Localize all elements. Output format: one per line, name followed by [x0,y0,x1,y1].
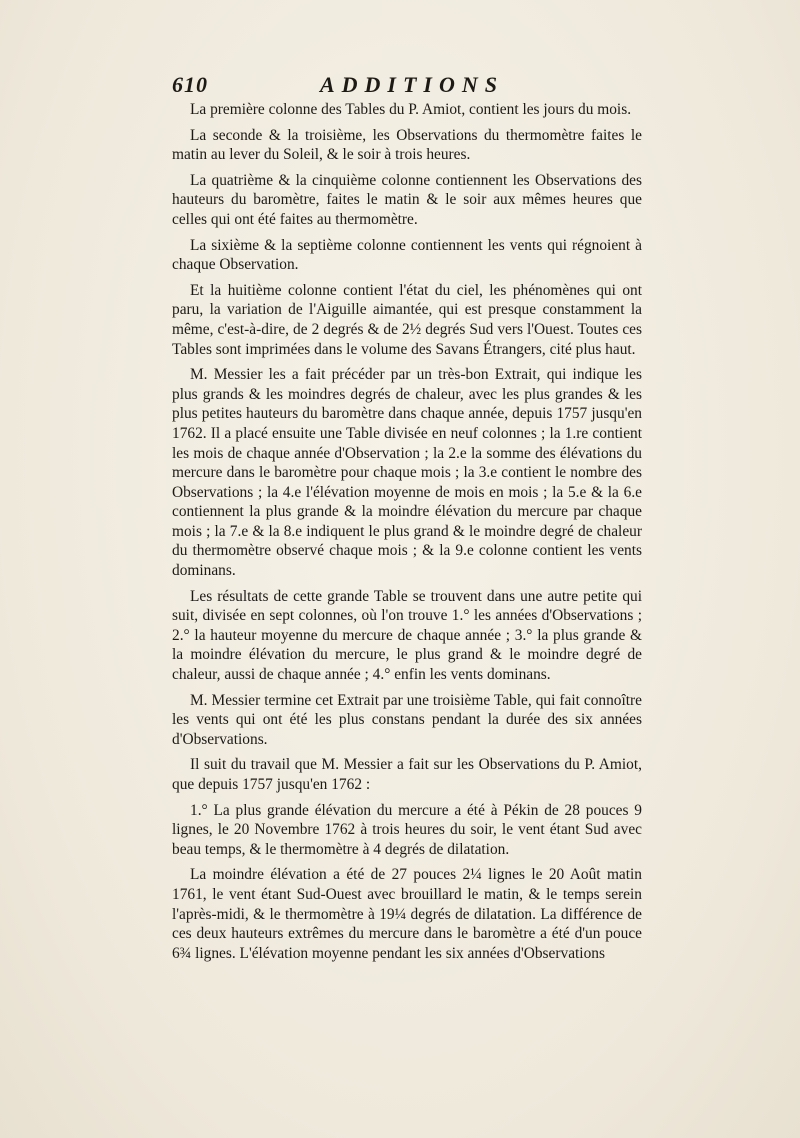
body-text [172,100,642,969]
paragraph-3: La quatrième & la cinquième colonne contiennent les Observations des hauteurs du baromètre, faites le matin & le soir aux mêmes heures que celles qui ont été faites au thermomètre. [172,171,642,228]
paragraph-5: Et la huitième colonne contient l'état du ciel, les phénomènes qui ont paru, la variation de l'Aiguille aimantée, qui est presque constamment la même, c'est-à-dire, de 2 degrés & de 2½ degrés Sud vers l'Ouest. Toutes ces Tables sont imprimées dans le volume des Savans Étrangers, cité plus haut. [172,281,642,358]
paragraph-1: La première colonne des Tables du P. Amiot, contient les jours du mois. [190,101,632,118]
paragraph-7: Les résultats de cette grande Table se trouvent dans une autre petite qui suit, divisée en sept colonnes, où l'on trouve 1.° les années d'Observations ; 2.° la hauteur moyenne du mercure de chaque année ; 3.° la plus grande & la moindre élévation du mercure, le plus grand & le moindre degré de chaleur, aussi de chaque année ; 4.° enfin les vents dominans. [172,587,642,684]
paragraph-4: La sixième & la septième colonne contiennent les vents qui régnoient à chaque Observation. [172,236,642,274]
paragraph-6: M. Messier les a fait précéder par un très-bon Extrait, qui indique les plus grands & les moindres degrés de chaleur, avec les plus grandes & les plus petites hauteurs du baromètre dans chaque année, depuis 1757 jusqu'en 1762. Il a placé ensuite une Table divisée en neuf colonnes ; la 1.re contient les mois de chaque année d'Observation ; la 2.e la somme des élévations du mercure dans le baromètre pour chaque mois ; la 3.e contient le nombre des Observations ; la 4.e l'élévation moyenne de mois en mois ; la 5.e & la 6.e contiennent la plus grande & la moindre élévation du mercure par chaque mois ; la 7.e & la 8.e indiquent le plus grand & le moindre degré de chaleur du thermomètre observé chaque mois ; & la 9.e colonne contient les vents dominans. [172,366,642,580]
paragraph-2: La seconde & la troisième, les Observations du thermomètre faites le matin au lever du Soleil, & le soir à trois heures. [172,126,642,164]
paragraph-9: Il suit du travail que M. Messier a fait sur les Observations du P. Amiot, que depuis 1757 jusqu'en 1762 : [172,756,642,793]
paragraph-8: M. Messier termine cet Extrait par une troisième Table, qui fait connoître les vents qui ont été les plus constans pendant la durée des six années d'Observations. [172,691,642,748]
paragraph-11: La moindre élévation a été de 27 pouces 2¼ lignes le 20 Août matin 1761, le vent étant Sud-Ouest avec brouillard le matin, & le temps serein l'après-midi, & le thermomètre à 19¼ degrés de dilatation. La différence de ces deux hauteurs extrêmes du mercure dans le baromètre a été d'un pouce 6¾ lignes. L'élévation moyenne pendant les six années d'Observations [172,866,642,962]
page-number: 610 [172,72,208,97]
paragraph-10: 1.° La plus grande élévation du mercure a été à Pékin de 28 pouces 9 lignes, le 20 Novembre 1762 à trois heures du soir, le vent étant Sud avec beau temps, & le thermomètre à 4 degrés de dilatation. [172,801,642,858]
running-head: ADDITIONS [319,72,505,97]
page-header [172,72,632,98]
